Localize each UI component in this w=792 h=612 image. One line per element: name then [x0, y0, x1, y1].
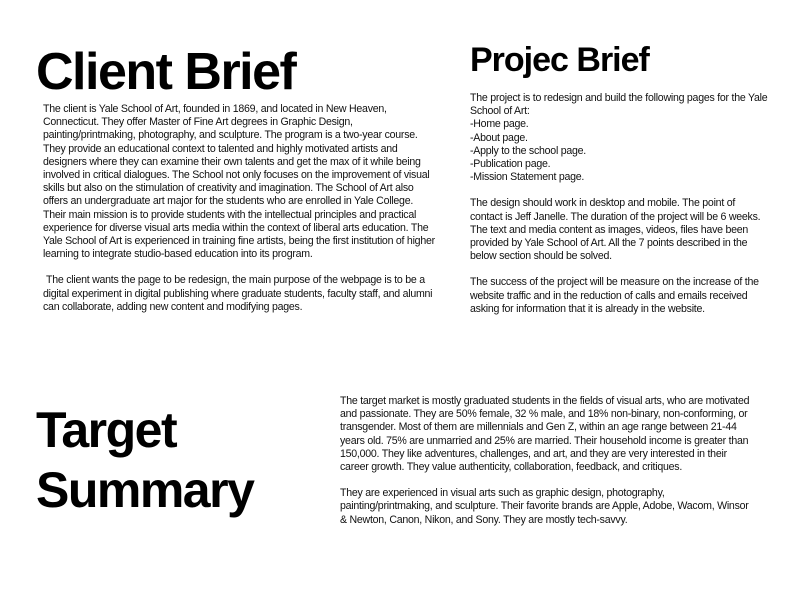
list-item: -About page.: [470, 131, 528, 144]
target-summary-paragraph: They are experienced in visual arts such as graphic design, photography, painting/printmaking, and sculpture. Their favorite brands are Apple, Adobe, Wacom, Winsor & Newton, Canon, Nikon, and Sony. They are mostly tech-savvy.: [340, 487, 749, 526]
project-brief-paragraph: The design should work in desktop and mobile. The point of contact is Jeff Janelle. The duration of the project will be 6 weeks. The text and media content as images, videos, files have been provided by Yale School of Art. All the 7 points described in the below section should be solved.: [470, 197, 761, 263]
client-brief-body: [43, 103, 438, 314]
project-brief-heading: Projec Brief: [470, 41, 649, 79]
client-brief-paragraph: The client is Yale School of Art, founded in 1869, and located in New Heaven, Connecticut. They offer Master of Fine Art degrees in Graphic Design, painting/printmaking, photography, and sculpture. The program is a two-year course. They provide an educational context to talented and highly motivated artists and designers where they can examine their own talents and get the max of it while being involved in critical dialogues. The School not only focuses on the improvement of visual skills but also on the stimulation of creativity and imagination. The School of Art also offers an undergraduate art major for the students who are enrolled in Yale College. Their main mission is to provide students with the intellectual principles and practical experience for diverse visual arts media within the context of liberal arts education. The Yale School of Art is experienced in training fine artists, being the first institution of higher learning to integrate studio-based education into its program.: [43, 103, 435, 261]
target-summary-paragraph: The target market is mostly graduated students in the fields of visual arts, who are motivated and passionate. They are 50% female, 32 % male, and 18% non-binary, non-conforming, or transgender. Most of them are millennials and Gen Z, within an age range between 21-44 years old. 75% are unmarried and 25% are married. Their household income is greater than 150,000. They like adventures, challenges, and art, and they are very interested in their career growth. They value authenticity, collaboration, feedback, and critiques.: [340, 395, 750, 474]
client-brief-paragraph: The client wants the page to be redesign, the main purpose of the webpage is to be a digital experiment in digital publishing where graduate students, faculty staff, and alumni can collaborate, adding new content and modifying pages.: [43, 274, 433, 313]
list-item: -Home page.: [470, 118, 529, 131]
target-summary-heading-line: Summary: [36, 462, 254, 518]
project-brief-body: [470, 92, 770, 316]
project-pages-list: [470, 118, 770, 184]
target-summary-heading-line: Target: [36, 402, 177, 458]
list-item: -Apply to the school page.: [470, 144, 586, 157]
client-brief-heading: Client Brief: [36, 43, 296, 101]
project-brief-intro: The project is to redesign and build the following pages for the Yale School of Art:: [470, 92, 768, 118]
list-item: -Publication page.: [470, 158, 551, 171]
list-item: -Mission Statement page.: [470, 171, 585, 184]
target-summary-heading: [36, 400, 253, 520]
project-brief-paragraph: The success of the project will be measure on the increase of the website traffic and in the reduction of calls and emails received asking for information that it is already in the website.: [470, 276, 759, 315]
target-summary-body: [340, 395, 758, 527]
